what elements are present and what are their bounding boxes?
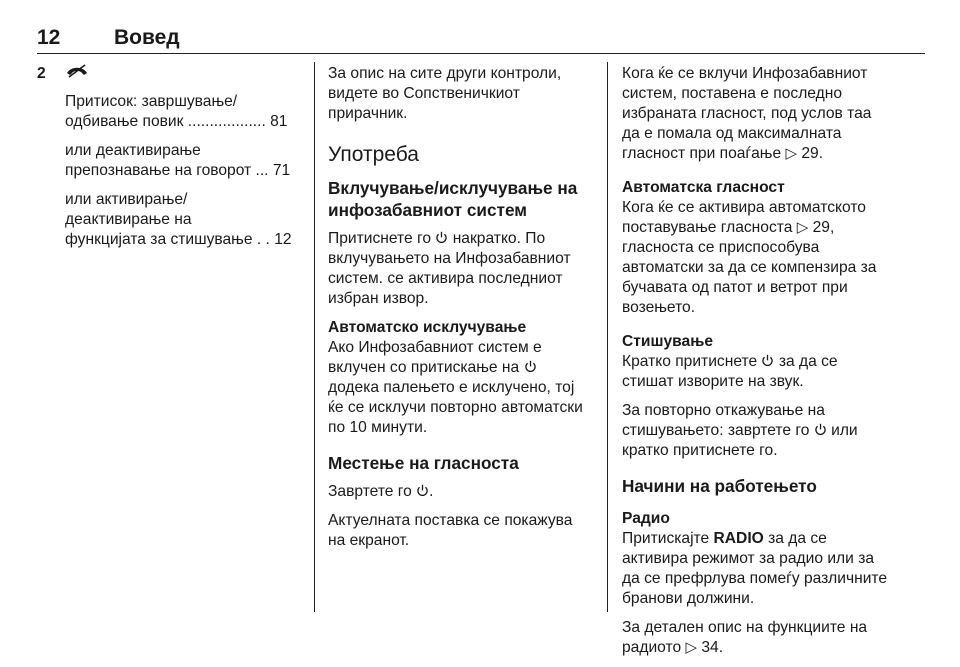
power-icon (761, 353, 774, 366)
intro-text: За опис на сите други контроли, видете во Сопственичкиот прирачник. (328, 65, 562, 122)
text: Притиснете го (328, 230, 431, 247)
subsection-title: Вклучување/исклучување на инфозабавниот систем (328, 178, 578, 220)
leader-dots: ... (251, 162, 273, 179)
entry (65, 92, 299, 132)
text: Кога ќе се активира автоматското поставување гласноста (622, 199, 866, 236)
subsection-title: Местење на гласноста (328, 453, 519, 473)
text: . (429, 483, 434, 500)
radio-button-label: RADIO (713, 530, 764, 547)
page-header (37, 26, 925, 54)
paragraph (622, 529, 892, 609)
subheading: Стишување (622, 333, 714, 350)
power-icon (416, 483, 429, 496)
page-ref: 71 (272, 162, 291, 179)
text: За детален опис на функциите на радиото (622, 619, 868, 656)
entry-text-line (65, 112, 299, 132)
entry-text: деактивирање на (65, 211, 192, 228)
text: Кратко притиснете (622, 353, 758, 370)
entry (65, 190, 299, 250)
text: додека палењето е исклучено, тој ќе се исклучи повторно автоматски по 10 минути. (328, 379, 583, 436)
paragraph (622, 401, 892, 461)
paragraph: Актуелната поставка се покажува на екранот. (328, 512, 573, 549)
paragraph: Кога ќе се вклучи Инфозабавниот систем, поставена е последно избраната гласност, под услов таа да е помала од максималната гласност при поаѓање ▷ 29. (622, 65, 872, 162)
power-icon (435, 230, 448, 243)
entry-text: или активирање/ (65, 191, 188, 208)
page-ref: 29 (801, 145, 819, 162)
text: За повторно откажување на стишувањето: завртете го (622, 402, 825, 439)
paragraph (622, 198, 892, 318)
phone-hangup-icon (65, 64, 299, 84)
text: Ако Инфозабавниот систем е вклучен со притискање на (328, 339, 542, 376)
page-ref: 34 (701, 639, 719, 656)
column-middle (328, 64, 590, 560)
entry (65, 141, 299, 181)
paragraph (328, 338, 590, 438)
text: . (718, 639, 724, 656)
text: Завртете го (328, 483, 412, 500)
page-ref: 81 (270, 113, 288, 130)
entry-text: функцијата за стишување (65, 231, 253, 248)
column-divider (314, 62, 315, 612)
subsection-title: Начини на работењето (622, 476, 817, 496)
ref-arrow-icon: ▷ (785, 145, 798, 162)
paragraph (622, 352, 892, 392)
text: или кратко притиснете го. (622, 422, 858, 459)
text: за да се активира режимот за радио или за да се префрлува помеѓу различните бранови должини. (622, 530, 888, 607)
leader-dots: .................. (183, 113, 271, 130)
entry-text-line (65, 161, 299, 181)
entry-text: препознавање на говорот (65, 162, 252, 179)
ref-arrow-icon: ▷ (796, 219, 809, 236)
subheading: Автоматска гласност (622, 179, 785, 196)
power-icon (524, 359, 537, 372)
paragraph (328, 229, 590, 309)
page-ref: 12 (274, 231, 292, 248)
entry-text: Притисок: завршување/ (65, 93, 238, 110)
text: Кога ќе се вклучи Инфозабавниот систем, поставена е последно избраната гласност, под услов таа да е помала од максималната гласност при поаѓање (622, 65, 872, 162)
column-left (37, 64, 299, 259)
entry-text-line (65, 230, 299, 250)
power-icon (814, 422, 827, 435)
control-item (37, 64, 299, 250)
text: накратко. По вклучувањето на Инфозабавниот систем. се активира последниот избран извор. (328, 230, 571, 307)
paragraph (622, 618, 892, 658)
column-divider (607, 62, 608, 612)
column-right (622, 64, 892, 667)
text: Притискајте (622, 530, 710, 547)
item-number: 2 (37, 65, 46, 82)
page-number: 12 (37, 26, 61, 49)
section-title: Употреба (328, 143, 419, 166)
page-ref: 29 (812, 219, 830, 236)
entry-text: одбивање повик (65, 113, 184, 130)
paragraph (328, 482, 590, 502)
text: за да се стишат изворите на звук. (622, 353, 838, 390)
leader-dots: . . (252, 231, 275, 248)
entry-text: или деактивирање (65, 142, 201, 159)
chapter-title: Вовед (114, 26, 180, 49)
subheading: Автоматско исклучување (328, 319, 527, 336)
text: , гласноста се приспособува автоматски за да се компензира за бучавата од патот и ветрот при возењето. (622, 219, 877, 316)
ref-arrow-icon: ▷ (685, 639, 698, 656)
subheading: Радио (622, 510, 670, 527)
